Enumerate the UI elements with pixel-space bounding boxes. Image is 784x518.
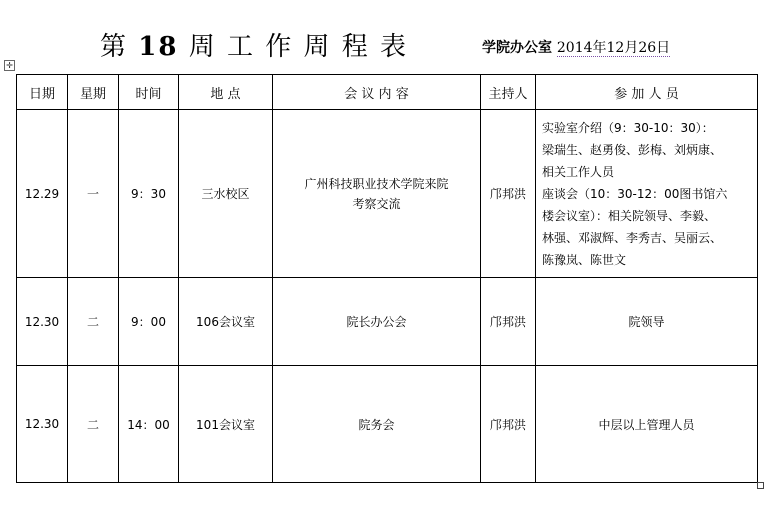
cell-host: 邝邦洪 bbox=[481, 278, 536, 366]
cell-time: 9：30 bbox=[119, 110, 179, 278]
cell-content: 院务会 bbox=[273, 366, 481, 483]
participants-line: 楼会议室）：相关院领导、李毅、 bbox=[542, 208, 717, 223]
cell-date: 12.29 bbox=[17, 110, 68, 278]
schedule-title bbox=[100, 26, 408, 63]
cell-date: 12.30 bbox=[17, 366, 68, 483]
title-prefix: 第 bbox=[100, 32, 129, 62]
cell-weekday: 一 bbox=[68, 110, 119, 278]
col-weekday: 星期 bbox=[68, 75, 119, 110]
content-line: 考察交流 bbox=[352, 196, 401, 211]
table-row bbox=[17, 278, 758, 366]
cell-weekday: 二 bbox=[68, 366, 119, 483]
cell-participants: 中层以上管理人员 bbox=[536, 366, 758, 483]
schedule-table bbox=[16, 74, 758, 483]
cell-participants bbox=[536, 110, 758, 278]
participants-line: 座谈会（10：30-12：00图书馆六 bbox=[542, 186, 728, 201]
cell-content bbox=[273, 110, 481, 278]
table-row bbox=[17, 366, 758, 483]
participants-line: 梁瑞生、赵勇俊、彭梅、刘炳康、 bbox=[542, 142, 723, 157]
participants-line: 实验室介绍（9：30-10：30）： bbox=[542, 120, 714, 135]
cell-participants: 院领导 bbox=[536, 278, 758, 366]
cell-time: 9：00 bbox=[119, 278, 179, 366]
participants-line: 林强、邓淑辉、李秀吉、吴丽云、 bbox=[542, 230, 723, 245]
cell-weekday: 二 bbox=[68, 278, 119, 366]
cell-date: 12.30 bbox=[17, 278, 68, 366]
col-content: 会 议 内 容 bbox=[273, 75, 481, 110]
title-suffix: 周 工 作 周 程 表 bbox=[188, 32, 409, 62]
col-participants: 参 加 人 员 bbox=[536, 75, 758, 110]
cell-location: 106会议室 bbox=[179, 278, 273, 366]
col-time: 时间 bbox=[119, 75, 179, 110]
table-row bbox=[17, 110, 758, 278]
move-cross-icon[interactable]: ✛ bbox=[4, 60, 15, 71]
cell-content: 院长办公会 bbox=[273, 278, 481, 366]
col-location: 地 点 bbox=[179, 75, 273, 110]
week-number: 18 bbox=[138, 32, 179, 62]
issue-date: 2014年12月26日 bbox=[556, 40, 671, 56]
cell-time: 14：00 bbox=[119, 366, 179, 483]
col-host: 主持人 bbox=[481, 75, 536, 110]
content-line: 广州科技职业技术学院来院 bbox=[304, 176, 449, 191]
table-header-row bbox=[17, 75, 758, 110]
cell-location: 三水校区 bbox=[179, 110, 273, 278]
resize-square-icon[interactable] bbox=[757, 482, 764, 489]
issuer-line bbox=[482, 37, 670, 57]
participants-line: 相关工作人员 bbox=[542, 164, 615, 179]
office-name: 学院办公室 bbox=[482, 40, 552, 56]
cell-host: 邝邦洪 bbox=[481, 366, 536, 483]
cell-location: 101会议室 bbox=[179, 366, 273, 483]
cell-host: 邝邦洪 bbox=[481, 110, 536, 278]
col-date: 日期 bbox=[17, 75, 68, 110]
participants-line: 陈豫岚、陈世文 bbox=[542, 252, 627, 267]
